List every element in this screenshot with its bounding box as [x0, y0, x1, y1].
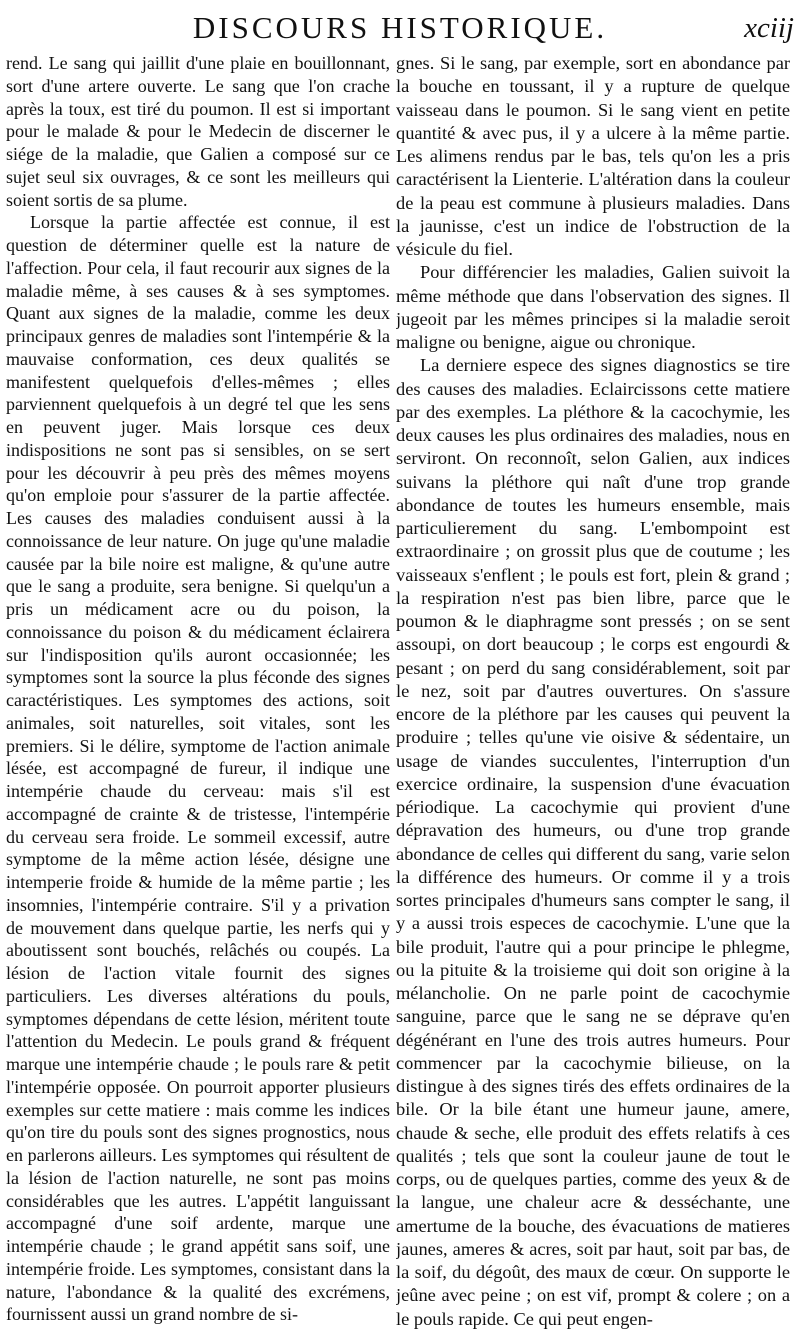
- paragraph: La derniere espece des signes diagnostics se tire des causes des maladies. Eclaircissons cette matiere par des exemples. La pléthore & la cacochymie, les deux causes les plus ordinaires des maladies, nous en serviront. On reconnoît, selon Galien, aux indices suivans la pléthore qui naît d'une trop grande abondance de toutes les humeurs ensemble, mais particulierement du sang. L'embompoint est extraordinaire ; on grossit plus que de coutume ; les vaisseaux s'enflent ; le pouls est fort, plein & grand ; la respiration n'est pas bien libre, parce que le poumon & le diaphragme sont pressés ; on se sent assoupi, on dort beaucoup ; le corps est engourdi & pesant ; on perd du sang considérablement, soit par le nez, soit par d'autres ouvertures. On s'assure encore de la pléthore par les causes qui peuvent la produire ; telles qu'une vie oisive & sédentaire, un usage de viandes succulentes, l'interruption d'un exercice ordinaire, la suspension d'une évacuation périodique. La cacochymie qui provient d'une dépravation des humeurs, ou d'une trop grande abondance de celles qui different du sang, varie selon la différence des humeurs. Or comme il y a trois sortes principales d'humeurs sans compter le sang, il y a aussi trois especes de cacochymie. L'une que la bile produit, l'autre qui a pour principe le phlegme, ou la pituite & la troisieme qui doit son origine à la mélancholie. On ne parle point de cacochymie sanguine, parce que le sang ne se déprave qu'en dégénérant en l'une des trois autres humeurs. Pour commencer par la cacochymie bilieuse, on la distingue à des signes tirés des effets ordinaires de la bile. Or la bile étant une humeur jaune, amere, chaude & seche, elle produit des effets relatifs à ces qualités ; tels que sont la couleur jaune de tout le corps, ou de quelques parties, comme des yeux & de la langue, une chaleur acre & desséchante, une amertume de la bouche, des évacuations de matieres jaunes, ameres & acres, soit par haut, soit par bas, de la soif, du dégoût, des maux de cœur. On supporte le jeûne avec peine ; on est vif, prompt & colere ; on a le pouls rapide. Ce qui peut engen-: [396, 355, 790, 1329]
- left-column: [6, 52, 390, 1332]
- running-title: DISCOURS HISTORIQUE.: [192, 10, 608, 45]
- right-column: [396, 52, 790, 1332]
- paragraph: Lorsque la partie affectée est connue, il est question de déterminer quelle est la nature de l'affection. Pour cela, il faut recourir aux signes de la maladie même, à ses causes & à ses symptomes. Quant aux signes de la maladie, comme les deux principaux genres de maladies sont l'intempérie & la mauvaise conformation, ces deux qualités se manifestent quelquefois d'elles-mêmes ; elles parviennent quelquefois à un degré tel que les sens en peuvent juger. Mais lorsque ces deux indispositions ne sont pas si sensibles, on se sert pour les découvrir à peu près des mêmes moyens qu'on emploie pour s'assurer de la partie affectée. Les causes des maladies conduisent aussi à la connoissance de leur nature. On juge qu'une maladie causée par la bile noire est maligne, & qu'une autre que le sang a produite, sera benigne. Si quelqu'un a pris un médicament acre ou du poison, la connoissance du poison & du médicament éclairera sur l'indisposition qu'ils auront occasionnée; les symptomes sont la source la plus féconde des signes caractéristiques. Les symptomes des actions, soit animales, soit naturelles, soit vitales, sont les premiers. Si le délire, symptome de l'action animale lésée, est accompagné de fureur, il indique une intempérie chaude du cerveau: mais s'il est accompagné de crainte & de tristesse, l'intempérie du cerveau sera froide. Le sommeil excessif, autre symptome de la même action lésée, désigne une intemperie froide & humide de la même partie ; les insomnies, l'intempérie contraire. S'il y a privation de mouvement dans quelque partie, les nerfs qui y aboutissent sont bouchés, relâchés ou coupés. La lésion de l'action vitale fournit des signes particuliers. Les diverses altérations du pouls, symptomes dépendans de cette lésion, méritent toute l'attention du Medecin. Le pouls grand & fréquent marque une intempérie chaude ; le pouls rare & petit l'intempérie opposée. On pourroit apporter plusieurs exemples sur cette matiere : mais comme les indices qu'on tire du pouls sont des signes prognostics, nous en parlerons ailleurs. Les symptomes qui résultent de la lésion de l'action naturelle, ne sont pas moins considérables que les autres. L'appétit languissant accompagné d'une soif ardente, marque une intempérie chaude ; le grand appétit sans soif, une intempérie froide. Les symptomes, consistant dans la nature, l'abondance & la qualité des excrémens, fournissent aussi un grand nombre de si-: [6, 212, 390, 1325]
- running-head: [0, 6, 800, 50]
- paragraph: rend. Le sang qui jaillit d'une plaie en bouillonnant, sort d'une artere ouverte. Le sang que l'on crache après la toux, est tiré du poumon. Il est si important pour le malade & pour le Medecin de discerner le siége de la maladie, que Galien a composé sur ce sujet seul six ouvrages, & ce sont les meilleurs qui soient sortis de sa plume.: [6, 53, 390, 210]
- paragraph: gnes. Si le sang, par exemple, sort en abondance par la bouche en toussant, il y a rupture de quelque vaisseau dans le poumon. Si le sang vient en petite quantité & avec pus, il y a ulcere à la même partie. Les alimens rendus par le bas, tels qu'on les a pris caractérisent la Lienterie. L'altération dans la couleur de la peau est commune à plusieurs maladies. Dans la jaunisse, c'est un indice de l'obstruction de la vésicule du fiel.: [396, 53, 790, 259]
- paragraph: Pour différencier les maladies, Galien suivoit la même méthode que dans l'observation des signes. Il jugeoit par les mêmes principes si la maladie seroit maligne ou benigne, aigue ou chronique.: [396, 262, 790, 352]
- page-number: xciij: [744, 12, 794, 44]
